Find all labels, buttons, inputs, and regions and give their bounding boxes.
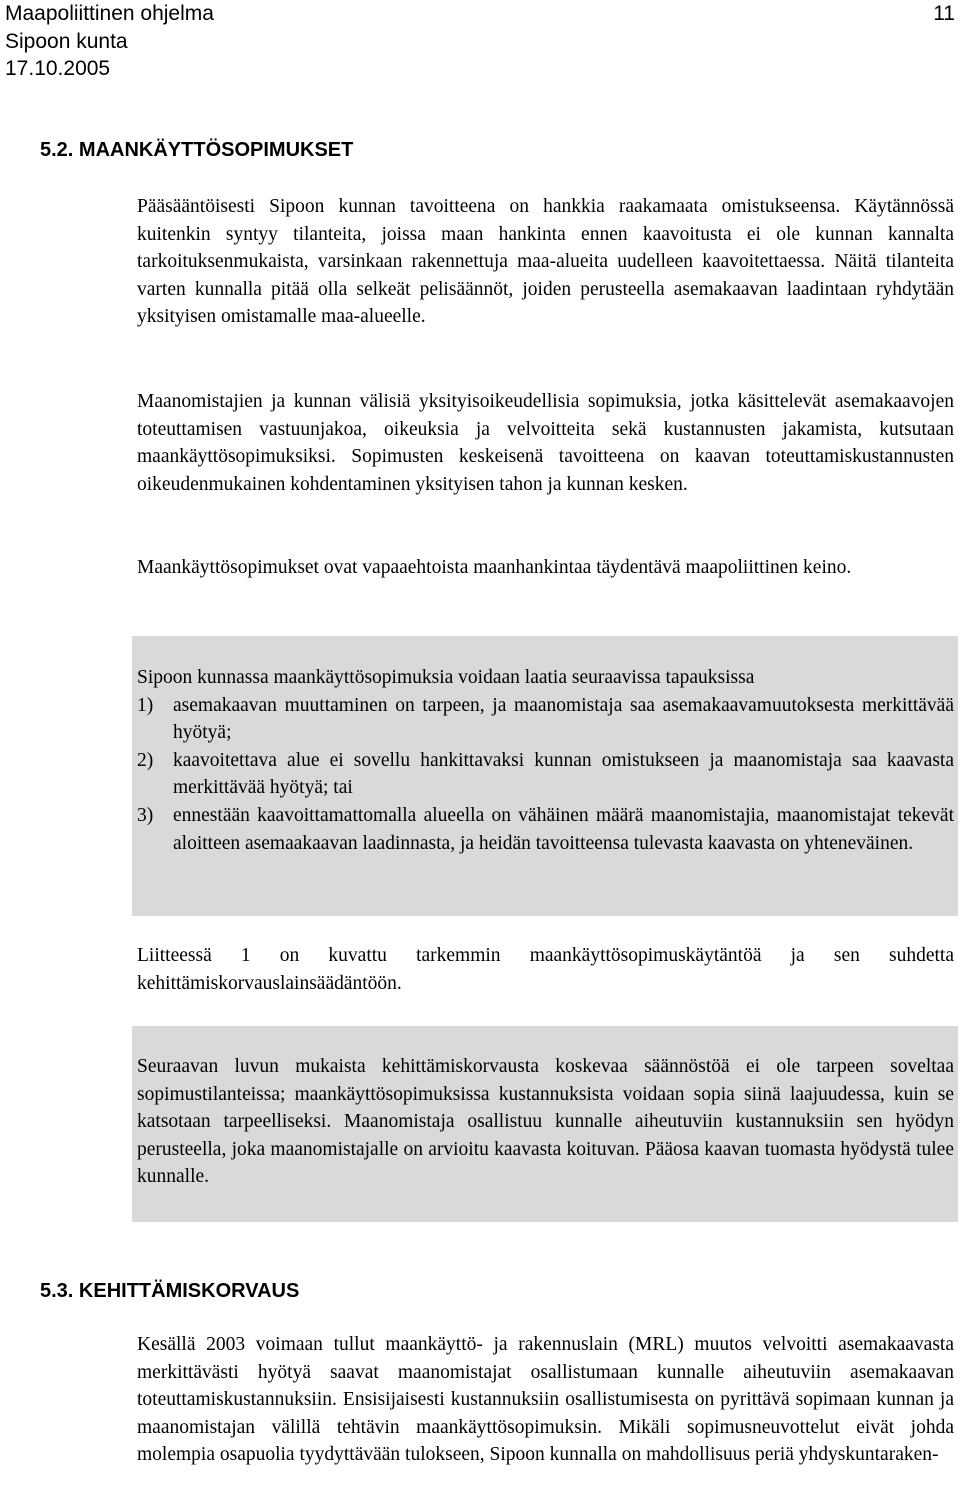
organization-name: Sipoon kunta (5, 29, 128, 53)
list-item-number: 2) (137, 749, 154, 771)
list-item-text: kaavoitettava alue ei sovellu hankittavaksi kunnan omistukseen ja maanomistaja saa kaavasta merkittävää hyötyä; tai (173, 749, 954, 799)
list-item (137, 747, 954, 802)
section-heading-5-2: 5.2. MAANKÄYTTÖSOPIMUKSET (40, 139, 354, 161)
section-heading-5-3: 5.3. KEHITTÄMISKORVAUS (40, 1280, 300, 1302)
list-item-text: asemakaavan muuttaminen on tarpeen, ja maanomistaja saa asemakaavamuutoksesta merkittävää hyötyä; (173, 694, 954, 744)
document-date: 17.10.2005 (5, 57, 111, 80)
highlight-box-compensation (132, 1026, 958, 1222)
page-number: 11 (933, 2, 955, 25)
box-intro-text: Sipoon kunnassa maankäyttösopimuksia voidaan laatia seuraavissa tapauksissa (137, 667, 755, 688)
paragraph-appendix-note: Liitteessä 1 on kuvattu tarkemmin maankäyttösopimuskäytäntöä ja sen suhdetta kehittämiskorvauslainsäädäntöön. (137, 945, 954, 994)
list-item (137, 692, 954, 747)
paragraph-voluntary: Maankäyttösopimukset ovat vapaaehtoista maanhankintaa täydentävä maapoliittinen keino. (137, 557, 852, 578)
list-item-number: 3) (137, 804, 154, 826)
paragraph-development-compensation: Kesällä 2003 voimaan tullut maankäyttö- ja rakennuslain (MRL) muutos velvoitti asemakaavasta merkittävästi hyötyä saavat maanomistajat osallistumaan kunnalle aiheutuviin asemakaavan toteuttamiskustannuksiin. Ensisijaisesti kustannuksiin osallistumisesta on pyrittävä sopimaan kunnan ja maanomistajan välillä tehtävin maankäyttösopimuksin. Mikäli sopimusneuvottelut eivät johda molempia osapuolia tyydyttävään tulokseen, Sipoon kunnalla on mahdollisuus periä yhdyskuntaraken- (137, 1334, 954, 1466)
document-title: Maapoliittinen ohjelma (5, 2, 214, 25)
list-item-number: 1) (137, 694, 154, 716)
list-item (137, 802, 954, 857)
box-compensation-text: Seuraavan luvun mukaista kehittämiskorvausta koskevaa säännöstöä ei ole tarpeen soveltaa sopimustilanteissa; maankäyttösopimuksissa kustannuksista voidaan sopia siinä laajuudessa, kuin se katsotaan tarpeelliseksi. Maanomistaja osallistuu kunnalle aiheutuviin kustannuksiin sen hyödyn perusteella, joka maanomistajalle on arvioitu kaavasta koituvan. Pääosa kaavan tuomasta hyödystä tulee kunnalle. (137, 1056, 954, 1188)
paragraph-intro: Pääsääntöisesti Sipoon kunnan tavoitteena on hankkia raakamaata omistukseensa. Käytännössä kuitenkin syntyy tilanteita, joissa maan hankinta ennen kaavoitusta ei ole kunnan kannalta tarkoituksenmukaista, varsinkaan rakennettuja maa-alueita uudelleen kaavoitettaessa. Näitä tilanteita varten kunnalla pitää olla selkeät pelisäännöt, joiden perusteella asemakaavan laadintaan ryhdytään yksityisen omistamalle maa-alueelle. (137, 196, 954, 328)
highlight-box-cases (132, 636, 958, 916)
list-item-text: ennestään kaavoittamattomalla alueella on vähäinen määrä maanomistajia, maanomistajat tekevät aloitteen asemaakaavan laadinnasta, ja heidän tavoitteensa tulevasta kaavasta on yhteneväinen. (173, 804, 954, 854)
paragraph-agreements: Maanomistajien ja kunnan välisiä yksityisoikeudellisia sopimuksia, jotka käsittelevät asemakaavojen toteuttamisen vastuunjakoa, oikeuksia ja velvoitteita sekä kustannusten jakamista, kutsutaan maankäyttösopimuksiksi. Sopimusten keskeisenä tavoitteena on kaavan toteuttamiskustannusten oikeudenmukainen kohdentaminen yksityisen tahon ja kunnan kesken. (137, 391, 954, 495)
page-header (5, 0, 955, 83)
